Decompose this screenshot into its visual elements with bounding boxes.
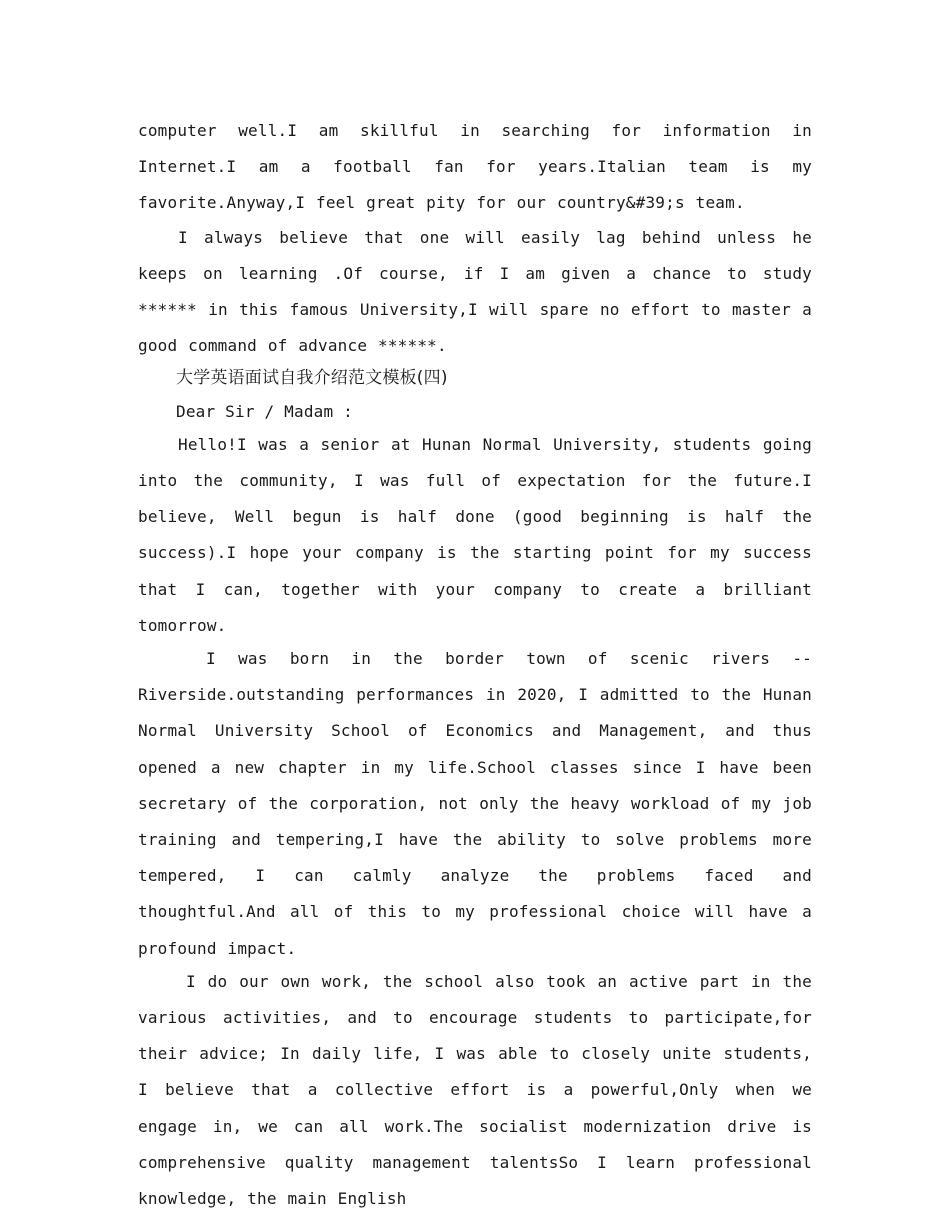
paragraph-learning: I always believe that one will easily lag behind unless he keeps on learning .Of course, if I am given a chance to study ****** in this famous University,I will spare no effort to master a good command of advance ******. (138, 227, 812, 356)
paragraph-born: I was born in the border town of scenic rivers -- Riverside.outstanding performances in 2020, I admitted to the Hunan Normal University School of Economics and Management, and thus opened a new chapter in my life.School classes since I have been secretary of the corporation, not only the heavy workload of my job training and tempering,I have the ability to solve problems more tempered, I can calmly analyze the problems faced and thoughtful.And all of this to my professional choice will have a profound impact. (138, 649, 812, 958)
paragraph-continued: computer well.I am skillful in searching for information in Internet.I am a football fan for years.Italian team is my favorite.Anyway,I feel great pity for our country&#39;s team. (138, 121, 812, 213)
paragraph-work: I do our own work, the school also took an active part in the various activities, and to encourage students to participate,for their advice; In daily life, I was able to closely unite students, I believe that a collective effort is a powerful,Only when we engage in, we can all work.The socialist modernization drive is comprehensive quality management talentsSo I learn professional knowledge, the main English (138, 971, 812, 1209)
document-body (138, 113, 812, 1217)
section-heading: 大学英语面试自我介绍范文模板(四) (176, 368, 448, 389)
salutation: Dear Sir / Madam : (176, 401, 353, 421)
paragraph-hello: Hello!I was a senior at Hunan Normal University, students going into the community, I was full of expectation for the future.I believe, Well begun is half done (good beginning is half the success).I hope your company is the starting point for my success that I can, together with your company to create a brilliant tomorrow. (138, 434, 812, 635)
